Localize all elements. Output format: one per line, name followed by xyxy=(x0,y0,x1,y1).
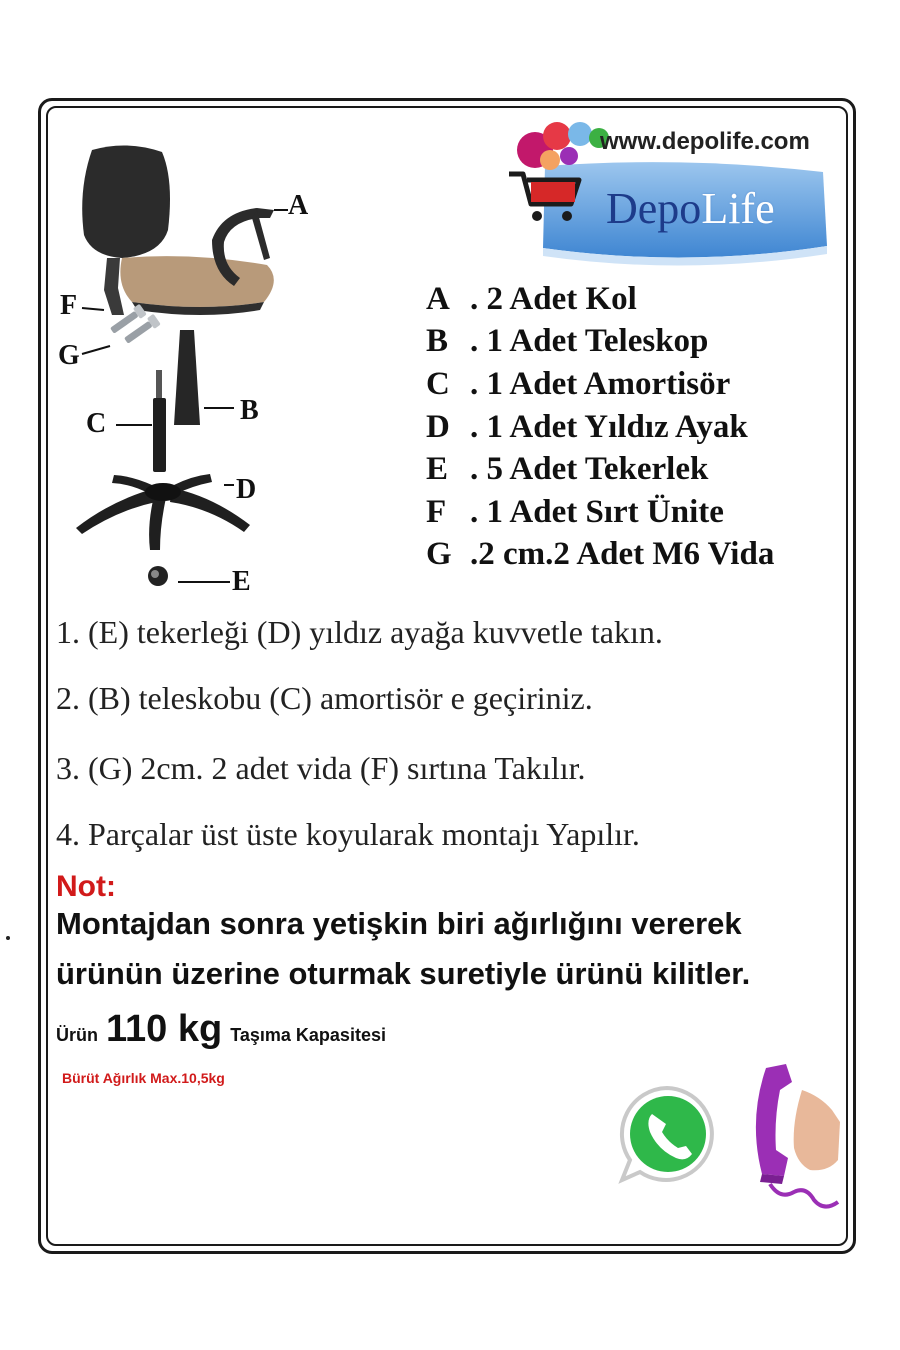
assembly-step-2: 2. (B) teleskobu (C) amortisör e geçiriniz. xyxy=(56,680,593,716)
part-letter: E xyxy=(426,451,449,488)
part-row-e xyxy=(426,448,774,491)
diagram-label-d: D xyxy=(236,474,257,505)
part-row-a xyxy=(426,278,774,321)
part-text: . 1 Adet Yıldız Ayak xyxy=(470,408,748,445)
part-letter: A xyxy=(426,280,450,317)
part-text: . 5 Adet Tekerlek xyxy=(470,451,709,488)
gross-weight-note: Bürüt Ağırlık Max.10,5kg xyxy=(62,1070,225,1086)
capacity-suffix: Taşıma Kapasitesi xyxy=(230,1025,386,1045)
assembly-step-3: 3. (G) 2cm. 2 adet vida (F) sırtına Takılır. xyxy=(56,750,586,786)
part-text: . 2 Adet Kol xyxy=(470,280,637,317)
part-row-f xyxy=(426,491,774,534)
part-text: . 1 Adet Sırt Ünite xyxy=(470,493,724,530)
part-row-g xyxy=(426,534,774,577)
diagram-label-e: E xyxy=(232,566,251,597)
logo-brand-depo: Depo xyxy=(606,184,702,233)
note-line-1: Montajdan sonra yetişkin biri ağırlığını vererek xyxy=(56,906,742,941)
diagram-label-c: C xyxy=(86,408,107,439)
parts-list xyxy=(426,278,774,576)
part-text: . 1 Adet Amortisör xyxy=(470,365,731,402)
part-row-d xyxy=(426,406,774,449)
logo-brand-life: Life xyxy=(701,184,775,233)
logo-url: www.depolife.com xyxy=(600,128,810,155)
part-letter: F xyxy=(426,493,447,530)
shopping-cart-icon xyxy=(505,166,585,226)
diagram-label-f: F xyxy=(60,290,78,321)
capacity-prefix: Ürün xyxy=(56,1025,98,1045)
assembly-step-1: 1. (E) tekerleği (D) yıldız ayağa kuvvetle takın. xyxy=(56,614,663,650)
capacity-value: 110 kg xyxy=(106,1008,223,1050)
part-letter: D xyxy=(426,408,450,445)
assembly-step-4: 4. Parçalar üst üste koyularak montajı Yapılır. xyxy=(56,816,640,852)
capacity-line xyxy=(56,1008,386,1051)
logo-brand xyxy=(606,183,775,234)
diagram-label-b: B xyxy=(240,395,259,426)
note-line-2: ürünün üzerine oturmak suretiyle ürünü kilitler. xyxy=(56,956,751,991)
diagram-label-g: G xyxy=(58,340,80,371)
part-row-b xyxy=(426,321,774,364)
phone-handset-icon xyxy=(740,1060,850,1220)
part-text: .2 cm.2 Adet M6 Vida xyxy=(470,536,775,573)
part-letter: G xyxy=(426,536,452,573)
part-text: . 1 Adet Teleskop xyxy=(470,323,709,360)
part-row-c xyxy=(426,363,774,406)
diagram-label-a: A xyxy=(288,190,309,221)
whatsapp-icon xyxy=(612,1080,722,1190)
note-title: Not: xyxy=(56,870,116,903)
chair-parts-illustration xyxy=(52,140,322,610)
part-letter: B xyxy=(426,323,449,360)
part-letter: C xyxy=(426,365,450,402)
chair-diagram xyxy=(52,140,322,610)
stray-dot xyxy=(6,936,10,940)
